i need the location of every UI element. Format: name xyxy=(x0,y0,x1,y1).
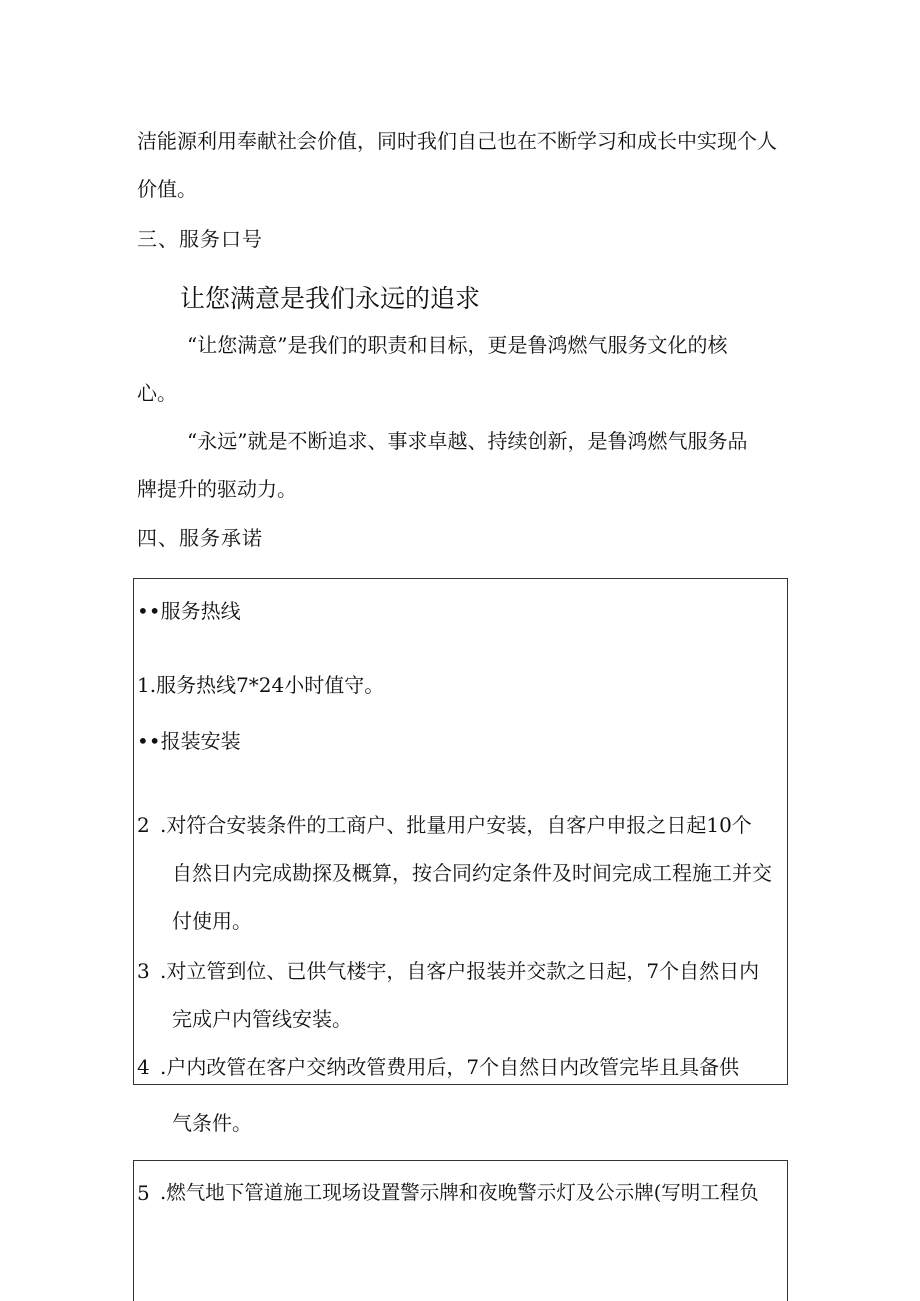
promise-item-5-line-1: .燃气地下管道施工现场设置警示牌和夜晚警示灯及公示牌(写明工程负 xyxy=(160,1181,759,1204)
intro-line-2: 价值。 xyxy=(137,177,197,201)
promise-item-2-line-1: .对符合安装条件的工商户、批量用户安装，自客户申报之日起10个 xyxy=(160,813,752,837)
promise-item-3-number: 3 xyxy=(137,959,150,983)
section-4-heading: 四、服务承诺 xyxy=(137,526,263,550)
promise-item-1: 1.服务热线7*24小时值守。 xyxy=(137,673,385,697)
promise-item-5-number: 5 xyxy=(137,1181,150,1205)
section-3-heading: 三、服务口号 xyxy=(137,227,263,251)
promise-item-2-line-2: 自然日内完成勘探及概算，按合同约定条件及时间完成工程施工并交 xyxy=(172,861,772,885)
promise-item-2-line-3: 付使用。 xyxy=(172,909,252,933)
promise-item-4-line-2: 气条件。 xyxy=(172,1111,252,1135)
intro-line-1: 洁能源利用奉献社会价值，同时我们自己也在不断学习和成长中实现个人 xyxy=(137,129,777,153)
promise-item-3-line-2: 完成户内管线安装。 xyxy=(172,1007,352,1031)
slogan-para-1-line-2: 心。 xyxy=(137,381,177,405)
promise-item-4-line-1: .户内改管在客户交纳改管费用后，7个自然日内改管完毕且具备供 xyxy=(160,1055,740,1079)
promise-item-4-number: 4 xyxy=(137,1055,150,1079)
hotline-title: ••服务热线 xyxy=(137,599,241,623)
slogan-para-2-line-1: “永远”就是不断追求、事求卓越、持续创新，是鲁鸿燃气服务品 xyxy=(187,429,748,453)
install-title: ••报装安装 xyxy=(137,729,241,753)
service-slogan: 让您满意是我们永远的追求 xyxy=(180,284,481,313)
slogan-para-1-line-1: “让您满意”是我们的职责和目标，更是鲁鸿燃气服务文化的核 xyxy=(187,333,728,357)
promise-item-3-line-1: .对立管到位、已供气楼宇，自客户报装并交款之日起，7个自然日内 xyxy=(160,959,760,983)
promise-item-2-number: 2 xyxy=(137,813,150,837)
slogan-para-2-line-2: 牌提升的驱动力。 xyxy=(137,477,297,501)
